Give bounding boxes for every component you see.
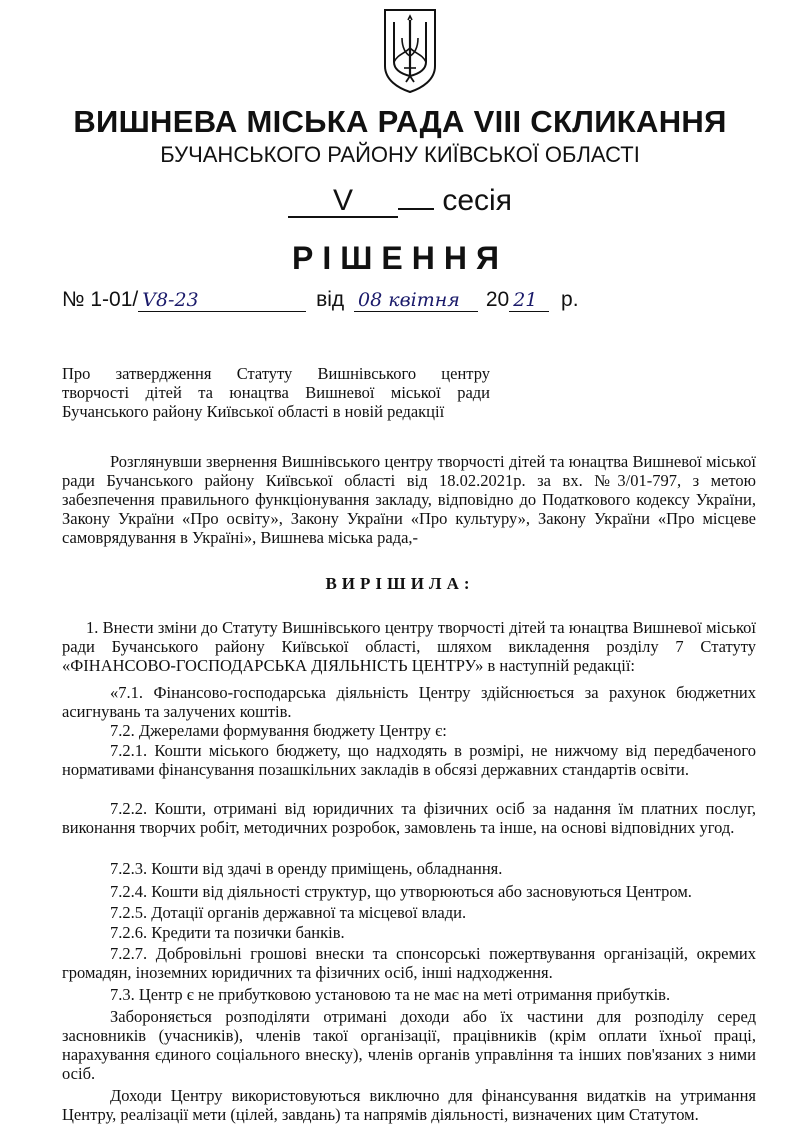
preamble-paragraph: Розглянувши звернення Вишнівського центру творчості дітей та юнацтва Вишневої міської ради Бучанського району Київської області від 18.02.2021р. за вх. №3/01-797, з метою забезпечення правильного функціонування закладу, відповідно до Податкового кодексу України, Закону України «Про освіту», Закону України «Про культуру», Закону України «Про місцеве самоврядування в Україні», Вишнева міська рада,- [62, 452, 756, 547]
doc-type-title: РІШЕННЯ [292, 240, 508, 276]
paragraph-7-2-4: 7.2.4. Кошти від діяльності структур, що утворюються або засновуються Центром. [110, 882, 692, 901]
council-region: БУЧАНСЬКОГО РАЙОНУ КИЇВСЬКОЇ ОБЛАСТІ [160, 142, 640, 167]
coat-of-arms-icon [382, 8, 438, 94]
paragraph-7-2-1: 7.2.1. Кошти міського бюджету, що надходять в розмірі, не нижчому від передбаченого нормативами фінансування позашкільних закладів в обсязі державних стандартів освіти. [62, 741, 756, 779]
paragraph-distribution-ban: Забороняється розподіляти отримані доходи або їх частини для розподілу серед засновників (учасників), членів такої організації, працівників (крім оплати їхньої праці, нарахування єдиного соціального внеску), членів органів управління та інших пов'язаних з ними осіб. [62, 1007, 756, 1083]
number-prefix: № 1-01/ [62, 288, 139, 311]
year-prefix: 20 [485, 288, 510, 311]
resolved-heading: ВИРІШИЛА: [325, 574, 475, 593]
decision-number-line [62, 288, 682, 312]
paragraph-7-2: 7.2. Джерелами формування бюджету Центру є: [110, 721, 447, 740]
paragraph-7-2-7: 7.2.7. Добровільні грошові внески та спонсорські пожертвування організацій, окремих громадян, іноземних юридичних та фізичних осіб, інші надходження. [62, 944, 756, 982]
paragraph-7-2-5: 7.2.5. Дотації органів державної та місцевої влади. [110, 903, 467, 922]
handwritten-date: 08 квітня [354, 289, 478, 312]
session-blank [398, 208, 434, 210]
session-number: V [288, 186, 398, 218]
decision-subject [62, 364, 490, 421]
council-name: ВИШНЕВА МІСЬКА РАДА VIII СКЛИКАННЯ [73, 104, 727, 139]
year-suffix: р. [561, 288, 579, 311]
subject-line-1: Про затвердження Статуту Вишнівського центру [62, 364, 490, 383]
subject-line-2: творчості дітей та юнацтва Вишневої міської ради [62, 383, 490, 402]
paragraph-7-2-6: 7.2.6. Кредити та позички банків. [110, 923, 345, 942]
paragraph-7-1: «7.1. Фінансово-господарська діяльність Центру здійснюється за рахунок бюджетних асигнувань та залучених коштів. [62, 683, 756, 721]
paragraph-7-2-2: 7.2.2. Кошти, отримані від юридичних та фізичних осіб за надання їм платних послуг, виконання творчих робіт, методичних розробок, замовлень та інше, на основі відповідних угод. [62, 799, 756, 837]
handwritten-year: 21 [509, 289, 549, 312]
session-word: сесія [442, 184, 512, 217]
paragraph-7-3: 7.3. Центр є не прибутковою установою та не має на меті отримання прибутків. [110, 985, 671, 1004]
paragraph-7-2-3: 7.2.3. Кошти від здачі в оренду приміщень, обладнання. [110, 859, 503, 878]
subject-line-3: Бучанського району Київської області в новій редакції [62, 402, 445, 421]
handwritten-number: V8-23 [138, 289, 306, 312]
session-line [0, 184, 800, 218]
paragraph-income-usage: Доходи Центру використовуються виключно для фінансування видатків на утримання Центру, реалізації мети (цілей, завдань) та напрямів діяльності, визначених цим Статутом. [62, 1086, 756, 1124]
item-1-paragraph: 1. Внести зміни до Статуту Вишнівського центру творчості дітей та юнацтва Вишневої міської ради Бучанського району Київської області, шляхом викладення розділу 7 Статуту «ФІНАНСОВО-ГОСПОДАРСЬКА ДІЯЛЬНІСТЬ ЦЕНТРУ» в наступній редакції: [62, 618, 756, 675]
date-from-label: від [316, 288, 345, 311]
